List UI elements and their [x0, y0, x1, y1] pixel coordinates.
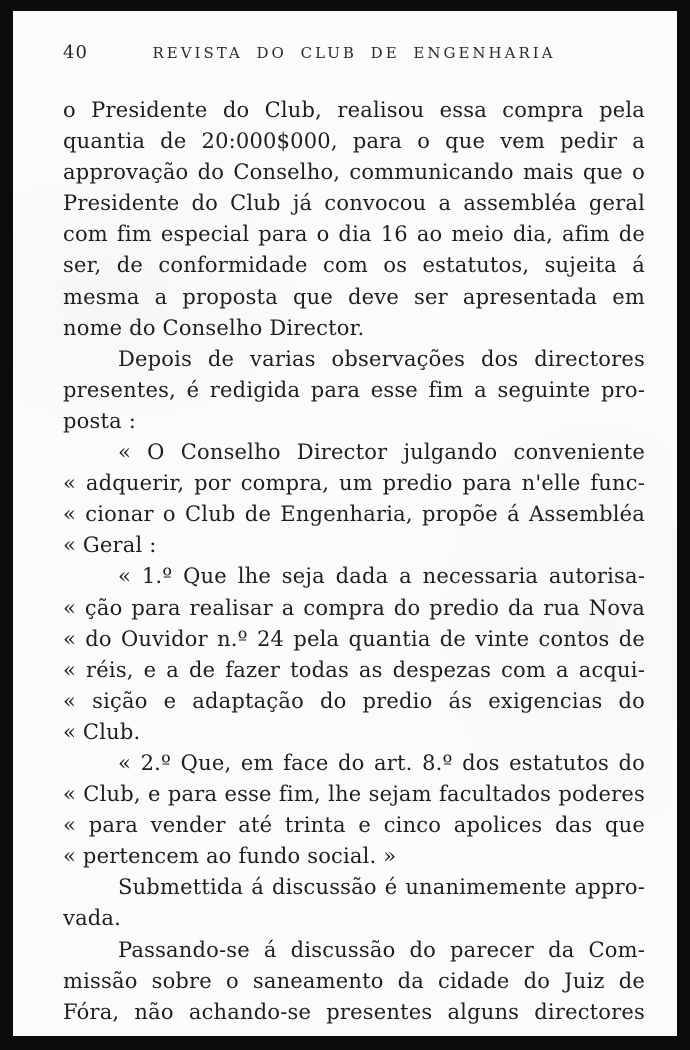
text-line: missão sobre o saneamento da cidade do Juiz de: [63, 968, 645, 993]
text-line: quantia de 20:000$000, para o que vem pedir a: [63, 129, 645, 154]
text-line: « pertencem ao fundo social. »: [63, 844, 397, 869]
text-line: « adquerir, por compra, um predio para n'elle func-: [63, 471, 645, 496]
text-line: Depois de varias observações dos directores: [118, 346, 645, 371]
text-line: « O Conselho Director julgando conveniente: [118, 440, 645, 465]
text-line: « cionar o Club de Engenharia, propõe á Assembléa: [63, 502, 645, 527]
text-line: « Club, e para esse fim, lhe sejam facultados poderes: [63, 782, 645, 807]
text-line: « sição e adaptação do predio ás exigencias do: [63, 688, 645, 713]
text-line: mesma a proposta que deve ser apresentada em: [63, 284, 645, 309]
text-line: approvação do Conselho, communicando mais que o: [63, 160, 645, 185]
journal-title: REVISTA DO CLUB DE ENGENHARIA: [152, 44, 556, 62]
text-line: ser, de conformidade com os estatutos, sujeita á: [63, 253, 645, 278]
text-line: Fóra, não achando-se presentes alguns directores: [63, 999, 645, 1024]
text-line: « réis, e a de fazer todas as despezas com a acqui-: [63, 657, 645, 682]
text-line: Submettida á discussão é unanimemente appro-: [118, 875, 645, 900]
text-line: nome do Conselho Director.: [63, 315, 365, 340]
text-line: « do Ouvidor n.º 24 pela quantia de vinte contos de: [63, 626, 645, 651]
page-number: 40: [63, 42, 88, 63]
text-line: « 2.º Que, em face do art. 8.º dos estatutos do: [118, 750, 645, 775]
text-line: Presidente do Club já convocou a assembléa geral: [63, 191, 645, 216]
text-block: [63, 95, 645, 1028]
text-line: o Presidente do Club, realisou essa compra pela: [63, 98, 645, 122]
text-line: « para vender até trinta e cinco apolices das que: [63, 813, 645, 838]
text-line: vada.: [63, 906, 122, 931]
page-header: [63, 42, 645, 66]
scanned-page: [13, 11, 677, 1036]
text-line: « ção para realisar a compra do predio da rua Nova: [63, 595, 645, 620]
text-line: « 1.º Que lhe seja dada a necessaria autorisa-: [118, 564, 645, 589]
text-line: com fim especial para o dia 16 ao meio dia, afim de: [63, 222, 645, 247]
text-line: presentes, é redigida para esse fim a seguinte pro-: [63, 377, 645, 402]
text-line: posta :: [63, 408, 136, 433]
text-line: Passando-se á discussão do parecer da Com-: [118, 937, 645, 962]
text-line: « Club.: [63, 719, 141, 744]
text-line: « Geral :: [63, 533, 157, 558]
